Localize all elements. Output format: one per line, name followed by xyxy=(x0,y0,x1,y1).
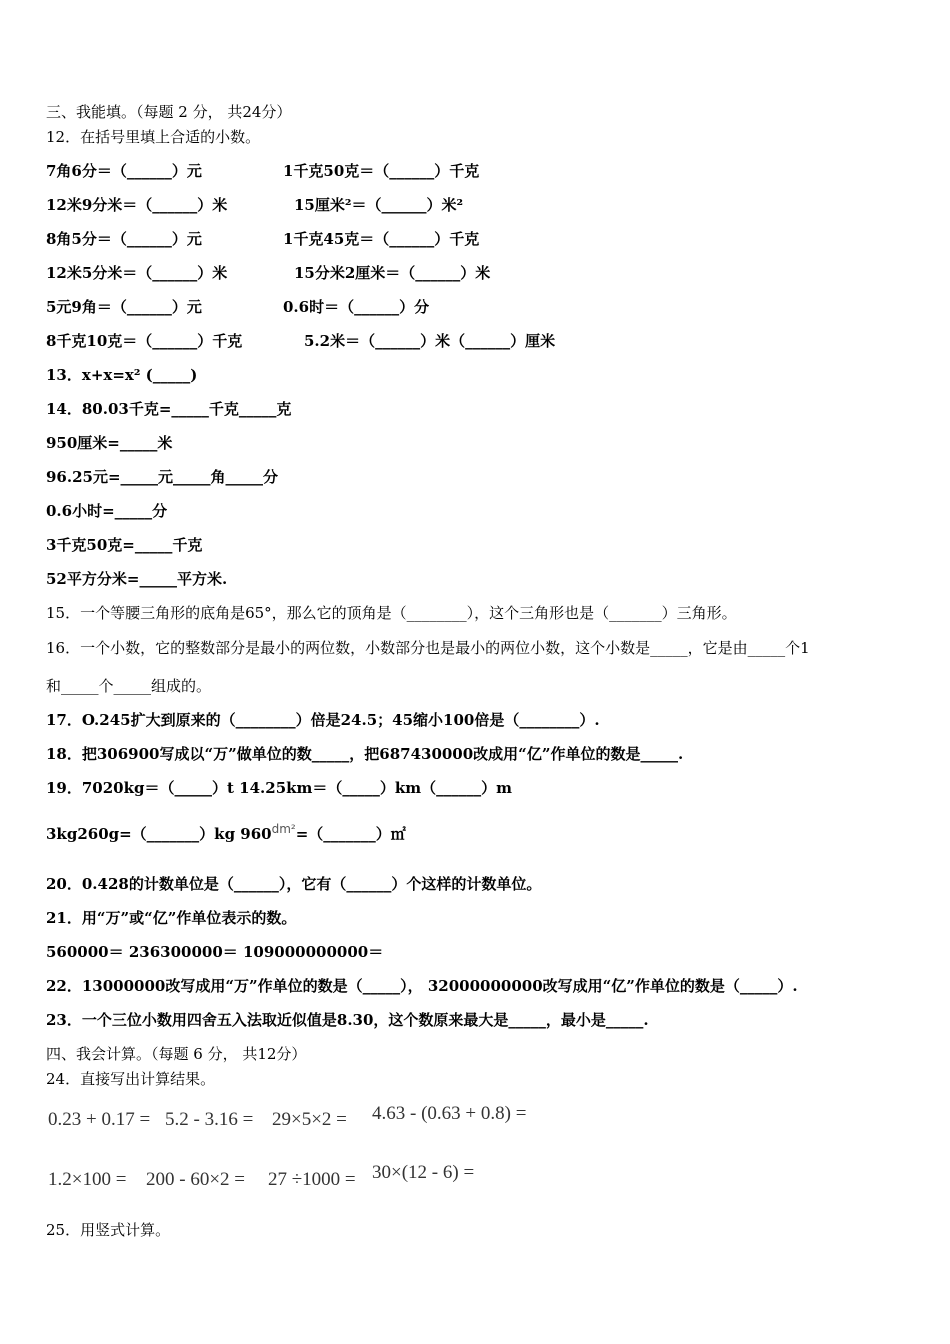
calc-1: 0.23 + 0.17 = xyxy=(48,1109,151,1130)
calc-6: 200 - 60×2 = xyxy=(146,1169,246,1190)
section-4-heading: 四、我会计算。（每题 6 分， 共12分） xyxy=(46,1045,307,1063)
calc-3: 29×5×2 = xyxy=(272,1109,347,1130)
q19-line2-part-a: 3kg260g=（_______）kg 960 xyxy=(46,825,272,843)
q19-line1: 19．7020kg＝（_____）t 14.25km＝（_____）km（______）m xyxy=(46,779,513,797)
q12-row3-right: 1千克45克＝（______）千克 xyxy=(283,230,480,248)
calc-4: 4.63 - (0.63 + 0.8) = xyxy=(372,1103,527,1124)
q14-line3: 96.25元=_____元_____角_____分 xyxy=(46,468,279,486)
q13: 13．x+x=x² (_____) xyxy=(46,366,198,384)
calc-7: 27 ÷1000 = xyxy=(268,1169,356,1190)
q12-prompt: 12．在括号里填上合适的小数。 xyxy=(46,128,261,146)
calc-8: 30×(12 - 6) = xyxy=(372,1162,475,1183)
q12-row2-right: 15厘米²＝（______）米² xyxy=(294,196,464,214)
q17: 17．O.245扩大到原来的（________）倍是24.5；45缩小100倍是（________）. xyxy=(46,711,600,729)
q12-row1-right: 1千克50克＝（______）千克 xyxy=(283,162,480,180)
q14-line2: 950厘米=_____米 xyxy=(46,434,173,452)
q12-row5-left: 5元9角＝（______）元 xyxy=(46,298,202,316)
section-3-heading: 三、我能填。（每题 2 分， 共24分） xyxy=(46,103,292,121)
dm-squared-unit: dm² xyxy=(271,822,296,836)
q14-line5: 3千克50克=_____千克 xyxy=(46,536,203,554)
q14-line6: 52平方分米=_____平方米. xyxy=(46,570,228,588)
q12-row5-right: 0.6时＝（______）分 xyxy=(283,298,430,316)
q20: 20．0.428的计数单位是（______），它有（______）个这样的计数单位。 xyxy=(46,875,542,893)
q23: 23．一个三位小数用四舍五入法取近似值是8.30，这个数原来最大是_____，最小是_____. xyxy=(46,1011,649,1029)
q12-row6-right: 5.2米＝（______）米（______）厘米 xyxy=(304,332,556,350)
q25-prompt: 25．用竖式计算。 xyxy=(46,1221,171,1239)
q19-line2 xyxy=(46,820,406,843)
q16-line1: 16．一个小数，它的整数部分是最小的两位数，小数部分也是最小的两位小数，这个小数是_____，它是由_____个1 xyxy=(46,639,810,657)
q15: 15．一个等腰三角形的底角是65°，那么它的顶角是（________），这个三角形也是（_______）三角形。 xyxy=(46,604,737,622)
q22: 22．13000000改写成用“万”作单位的数是（_____）， 32000000000改写成用“亿”作单位的数是（_____）. xyxy=(46,977,798,995)
q12-row1-left: 7角6分＝（______）元 xyxy=(46,162,202,180)
q12-row3-left: 8角5分＝（______）元 xyxy=(46,230,202,248)
q21-values: 560000＝ 236300000＝ 109000000000＝ xyxy=(46,943,384,961)
q12-row4-left: 12米5分米＝（______）米 xyxy=(46,264,228,282)
q14-line1: 14．80.03千克=_____千克_____克 xyxy=(46,400,292,418)
calc-2: 5.2 - 3.16 = xyxy=(165,1109,254,1130)
q12-row6-left: 8千克10克＝（______）千克 xyxy=(46,332,243,350)
q18: 18．把306900写成以“万”做单位的数_____，把687430000改成用“亿”作单位的数是_____. xyxy=(46,745,684,763)
q14-line4: 0.6小时=_____分 xyxy=(46,502,168,520)
calc-5: 1.2×100 = xyxy=(48,1169,127,1190)
q12-row2-left: 12米9分米＝（______）米 xyxy=(46,196,228,214)
q12-row4-right: 15分米2厘米＝（______）米 xyxy=(294,264,491,282)
q19-line2-part-b: =（_______）㎡ xyxy=(295,825,406,843)
q21: 21．用“万”或“亿”作单位表示的数。 xyxy=(46,909,297,927)
q24-prompt: 24．直接写出计算结果。 xyxy=(46,1070,216,1088)
q16-line2: 和_____个_____组成的。 xyxy=(46,677,212,695)
